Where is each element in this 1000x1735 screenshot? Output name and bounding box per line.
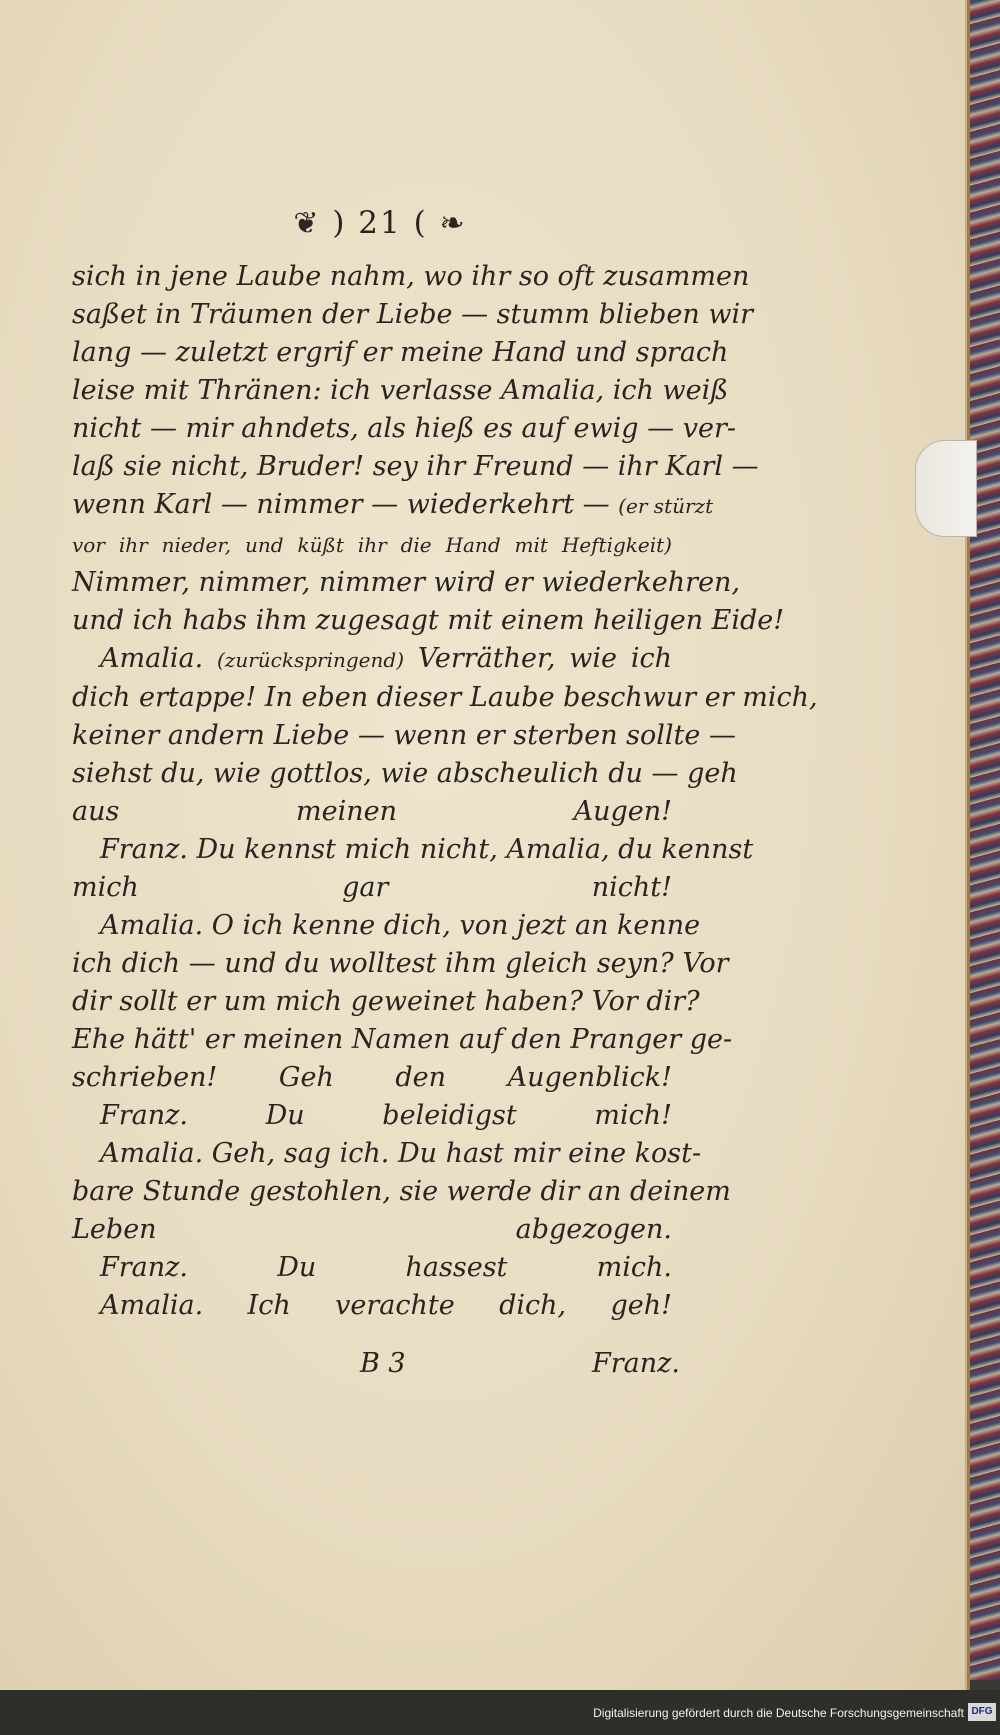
text-line (72, 296, 753, 334)
text-line (72, 640, 672, 679)
text-line (72, 372, 729, 410)
text-line (72, 486, 714, 525)
text-line (72, 1135, 702, 1173)
text-line-main: wenn Karl — nimmer — wiederkehrt — (72, 489, 619, 520)
text-line (72, 1211, 672, 1249)
text-line-main: sich in jene Laube nahm, wo ihr so oft zusammen (72, 261, 750, 292)
text-line (72, 1097, 672, 1135)
text-line-main: lang — zuletzt ergrif er meine Hand und sprach (72, 337, 729, 368)
catchword: Franz. (592, 1348, 680, 1379)
ornament-right-icon: ❧ (439, 206, 467, 241)
text-line-main: laß sie nicht, Bruder! sey ihr Freund — ihr Karl — (72, 451, 759, 482)
text-line-main: Amalia. (100, 643, 217, 674)
text-line (72, 983, 700, 1021)
text-line-main: Ehe hätt' er meinen Namen auf den Pranger ge- (72, 1024, 733, 1055)
page-clip-bookmark (915, 440, 977, 537)
text-line-main: bare Stunde gestohlen, sie werde dir an deinem (72, 1176, 731, 1207)
dfg-logo-icon: DFG (968, 1703, 996, 1721)
page-body-text (72, 258, 818, 1325)
text-line (72, 1059, 672, 1097)
text-line (72, 1173, 731, 1211)
text-line-main: Amalia. O ich kenne dich, von jezt an kenne (100, 910, 701, 941)
text-line-main: Nimmer, nimmer, nimmer wird er wiederkehren, (72, 567, 741, 598)
text-line-main: siehst du, wie gottlos, wie abscheulich du — geh (72, 758, 738, 789)
signature-mark: B 3 (360, 1348, 406, 1379)
text-line-main: dich ertappe! In eben dieser Laube beschwur er mich, (72, 682, 818, 713)
text-line (72, 907, 701, 945)
text-line (72, 1249, 672, 1287)
text-line (72, 1021, 733, 1059)
text-line (72, 410, 736, 448)
text-line-continuation: Verräther, wie ich (404, 643, 672, 674)
digitization-credit: Digitalisierung gefördert durch die Deutsche Forschungsgemeinschaft (593, 1706, 964, 1720)
text-line-main: ich dich — und du wolltest ihm gleich seyn? Vor (72, 948, 729, 979)
text-line (72, 564, 741, 602)
stage-direction: vor ihr nieder, und küßt ihr die Hand mit Heftigkeit) (72, 533, 672, 557)
text-line (72, 679, 818, 717)
page-header (260, 205, 500, 241)
text-line (72, 717, 736, 755)
text-line-main: keiner andern Liebe — wenn er sterben sollte — (72, 720, 736, 751)
text-line (72, 869, 672, 907)
text-line-main: Leben abgezogen. (72, 1214, 672, 1245)
text-line (72, 258, 750, 296)
text-line (72, 945, 729, 983)
text-line-main: nicht — mir ahndets, als hieß es auf ewig — ver- (72, 413, 736, 444)
text-line-main: aus meinen Augen! (72, 796, 672, 827)
text-line (72, 755, 738, 793)
text-line (72, 334, 729, 372)
text-line (72, 831, 754, 869)
text-line (72, 1287, 672, 1325)
text-line-main: leise mit Thränen: ich verlasse Amalia, ich weiß (72, 375, 729, 406)
text-line-main: saßet in Träumen der Liebe — stumm blieben wir (72, 299, 753, 330)
page-number: ) 21 ( (332, 205, 428, 241)
text-line (72, 525, 672, 564)
text-line-main: schrieben! Geh den Augenblick! (72, 1062, 672, 1093)
stage-direction: (er stürzt (618, 494, 714, 518)
text-line (72, 602, 785, 640)
ornament-left-icon: ❦ (293, 206, 321, 241)
text-line-main: Franz. Du beleidigst mich! (100, 1100, 672, 1131)
text-line-main: und ich habs ihm zugesagt mit einem heiligen Eide! (72, 605, 785, 636)
text-line-main: Amalia. Geh, sag ich. Du hast mir eine kost- (100, 1138, 702, 1169)
text-line-main: Franz. Du kennst mich nicht, Amalia, du kennst (100, 834, 754, 865)
stage-direction: (zurückspringend) (216, 648, 404, 672)
text-line-main: Amalia. Ich verachte dich, geh! (100, 1290, 672, 1321)
text-line-main: Franz. Du hassest mich. (100, 1252, 672, 1283)
text-line-main: dir sollt er um mich geweinet haben? Vor dir? (72, 986, 700, 1017)
text-line (72, 793, 672, 831)
text-line (72, 448, 759, 486)
text-line-main: mich gar nicht! (72, 872, 672, 903)
